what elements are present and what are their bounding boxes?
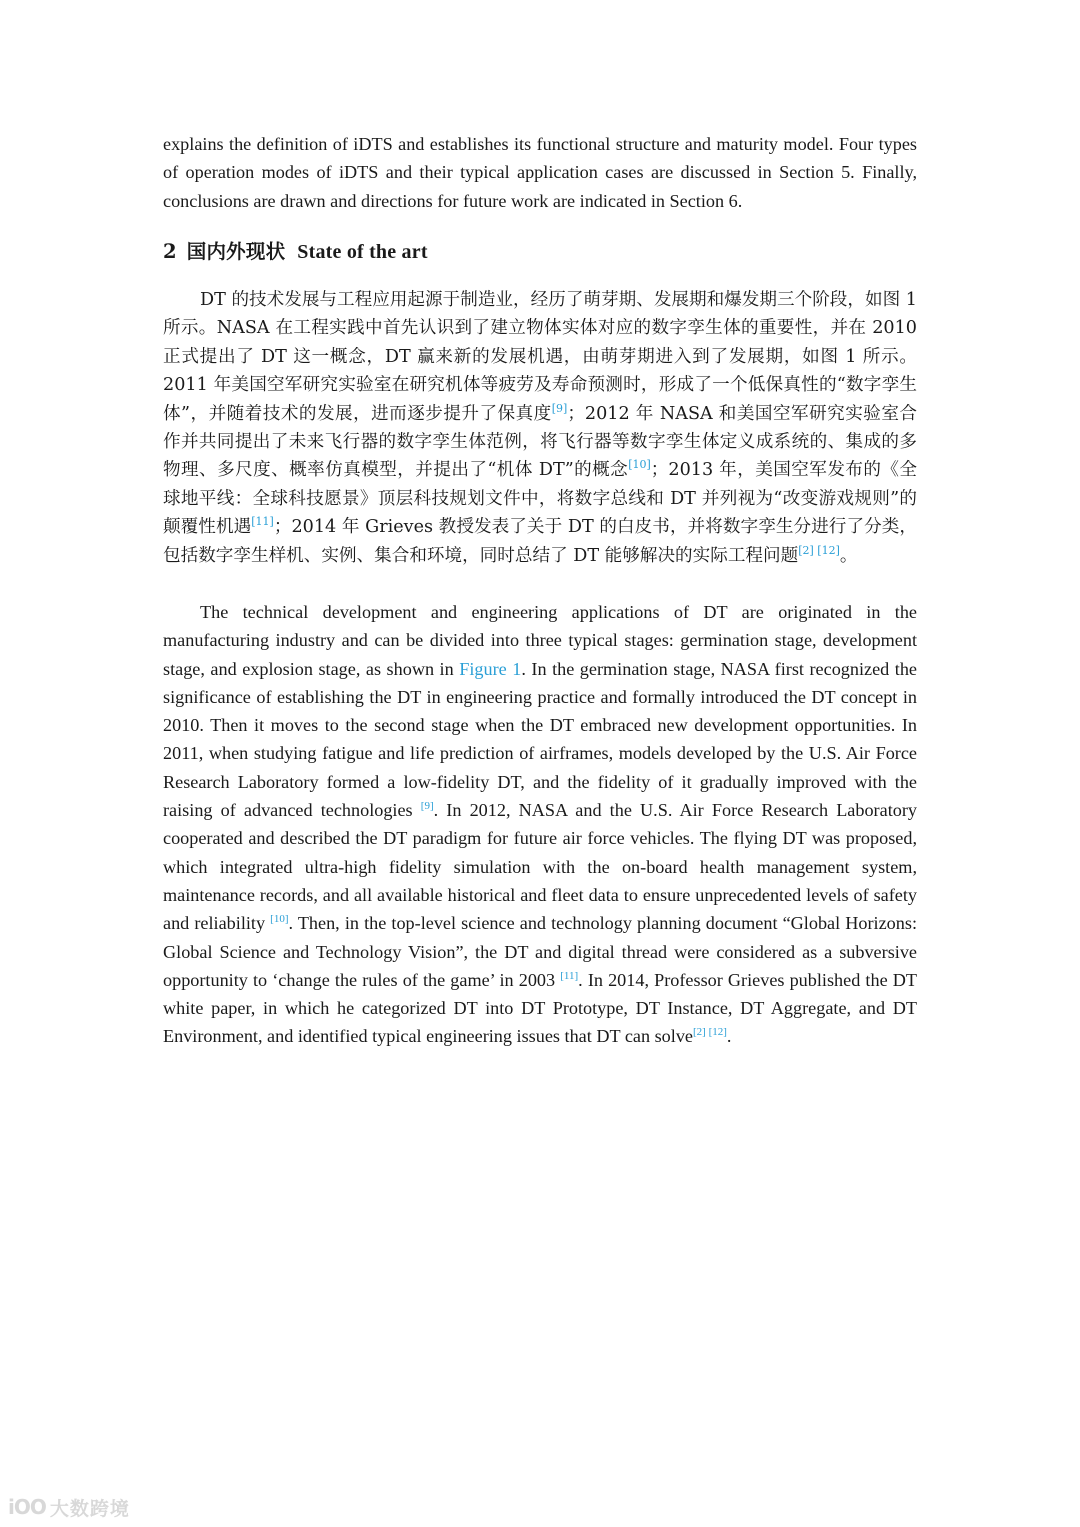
zh-text-5: 。 — [839, 545, 858, 566]
section-title-zh: 国内外现状 — [186, 240, 286, 263]
zh-citation-11[interactable]: [11] — [251, 515, 274, 529]
en-text-2: . In the germination stage, NASA first recognized the significance of establishing the DT in engineering practice and formally introduced the DT concept in 2010. Then it moves to the second stage when the DT embraced new development opportunities. In 2011, when studying fatigue and life prediction of airframes, models developed by the U.S. Air Force Research Laboratory formed a low-fidelity DT, and the fidelity of it gradually improved with the raising of advanced technologies — [163, 658, 917, 821]
en-citation-11[interactable]: [11] — [560, 969, 579, 982]
zh-text-2: ；2012 年 NASA 和美国空军研究实验室合作并共同提出了未来飞行器的数字孪生体范例，将飞行器等数字孪生体定义成系统的、集成的多物理、多尺度、概率仿真模型，并提出了“机体 DT”的概念 — [163, 403, 917, 481]
en-citation-2-12[interactable]: [2] [12] — [693, 1026, 727, 1039]
en-text-1: The technical development and engineering applications of DT are originated in the manufacturing industry and can be divided into three typical stages: germination stage, development stage, and explosion stage, as shown in — [163, 602, 917, 679]
zh-block — [163, 286, 917, 570]
zh-text-4: ；2014 年 Grieves 教授发表了关于 DT 的白皮书，并将数字孪生分进行了分类，包括数字孪生样机、实例、集合和环境，同时总结了 DT 能够解决的实际工程问题 — [163, 517, 917, 566]
zh-text-1: DT 的技术发展与工程应用起源于制造业，经历了萌芽期、发展期和爆发期三个阶段，如图 1 所示。NASA 在工程实践中首先认识到了建立物体实体对应的数字孪生体的重要性，并在 2010 正式提出了 DT 这一概念，DT 赢来新的发展机遇，由萌芽期进入到了发展期，如图 1 所示。2011 年美国空军研究实验室在研究机体等疲劳及寿命预测时，形成了一个低保真性的“数字孪生体”，并随着技术的发展，进而逐步提升了保真度 — [163, 290, 917, 424]
watermark-icon: iOO — [8, 1495, 46, 1519]
en-block — [163, 598, 917, 1051]
watermark-logo — [8, 1492, 130, 1522]
en-citation-9[interactable]: [9] — [420, 800, 434, 813]
zh-text-3: ；2013 年，美国空军发布的《全球地平线：全球科技愿景》顶层科技规划文件中，将数字总线和 DT 并列视为“改变游戏规则”的颠覆性机遇 — [163, 460, 917, 538]
zh-citation-2-12[interactable]: [2] [12] — [798, 543, 840, 557]
en-text-6: . — [726, 1026, 732, 1047]
section-number: 2 — [163, 240, 177, 263]
en-paragraph — [163, 598, 917, 1051]
section-title-en: State of the art — [297, 241, 428, 263]
figure-1-link[interactable]: Figure 1 — [459, 658, 522, 679]
section-heading — [163, 236, 428, 264]
en-text-3: . In 2012, NASA and the U.S. Air Force Research Laboratory cooperated and described the DT paradigm for future air force vehicles. The flying DT was proposed, which integrated ultra-high fidelity simulation with the on-board health management system, maintenance records, and all available historical and fleet data to ensure unprecedented levels of safety and reliability — [163, 800, 917, 934]
watermark-text: 大数跨境 — [49, 1497, 130, 1520]
intro-block — [163, 130, 917, 215]
zh-paragraph — [163, 286, 917, 570]
zh-citation-9[interactable]: [9] — [551, 401, 568, 415]
en-citation-10[interactable]: [10] — [270, 913, 289, 926]
intro-paragraph: explains the definition of iDTS and establishes its functional structure and maturity model. Four types of operation modes of iDTS and their typical application cases are discussed in Section 5. Finally, conclusions are drawn and directions for future work are indicated in Section 6. — [163, 134, 917, 211]
en-text-5: . In 2014, Professor Grieves published the DT white paper, in which he categorized DT into DT Prototype, DT Instance, DT Aggregate, and DT Environment, and identified typical engineering issues that DT can solve — [163, 969, 917, 1047]
en-text-4: . Then, in the top-level science and technology planning document “Global Horizons: Global Science and Technology Vision”, the DT and digital thread were considered as a subversive opportunity to ‘change the rules of the game’ in 2003 — [163, 913, 917, 990]
zh-citation-10[interactable]: [10] — [628, 458, 651, 472]
